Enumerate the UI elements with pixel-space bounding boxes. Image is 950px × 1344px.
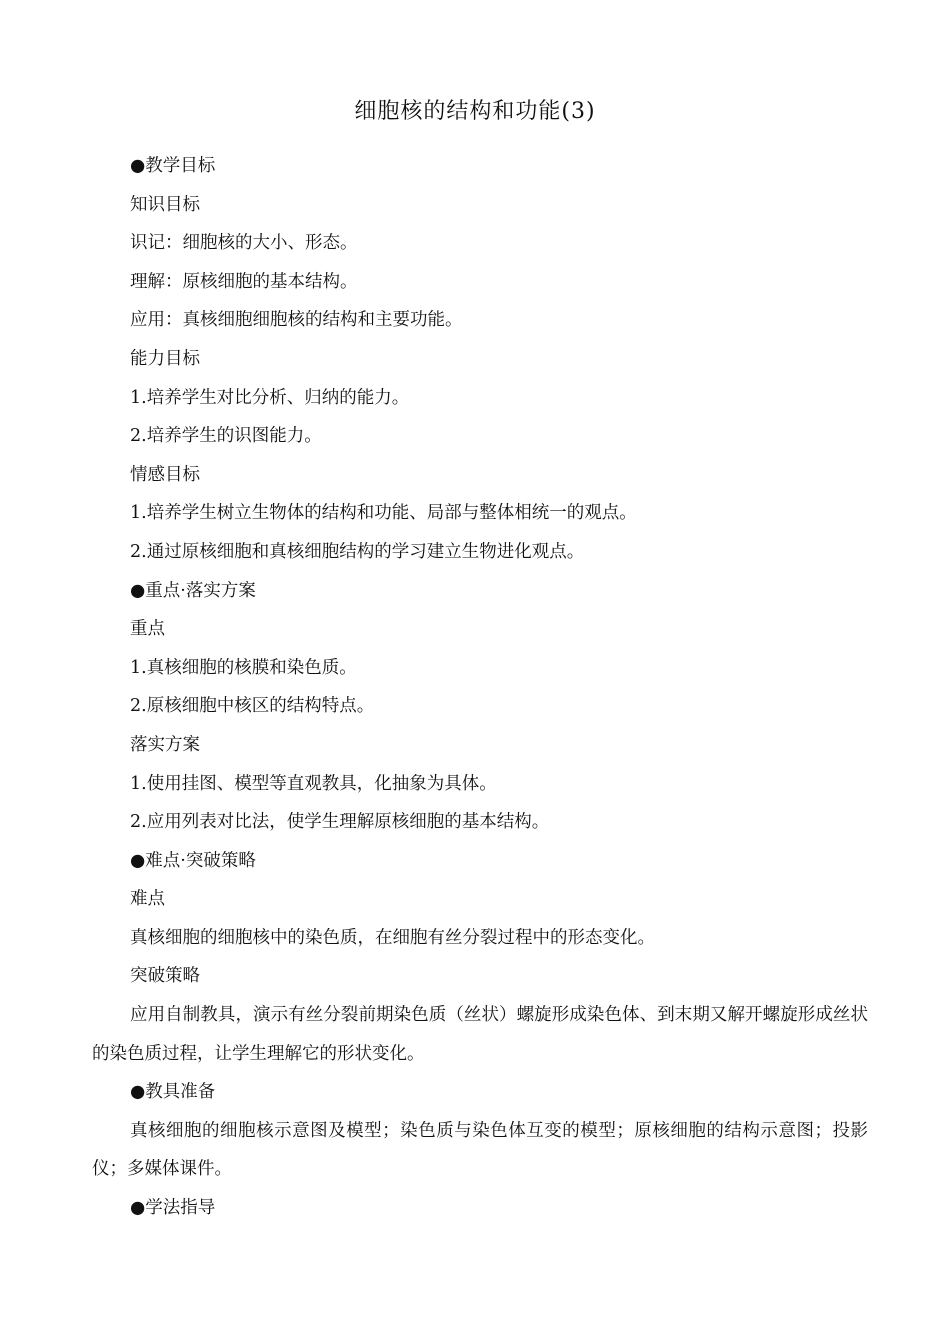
section-heading-teaching-goals: ●教学目标 (130, 156, 216, 176)
paragraph: 2.培养学生的识图能力。 (130, 426, 322, 447)
paragraph: 应用：真核细胞细胞核的结构和主要功能。 (130, 310, 463, 331)
subheading-knowledge-goals: 知识目标 (130, 194, 200, 215)
paragraph: 1.真核细胞的核膜和染色质。 (130, 657, 357, 678)
paragraph: 2.原核细胞中核区的结构特点。 (130, 696, 375, 717)
paragraph: 真核细胞的细胞核中的染色质，在细胞有丝分裂过程中的形态变化。 (130, 927, 655, 948)
section-heading-teaching-aids: ●教具准备 (130, 1082, 216, 1103)
subheading-emotional-goals: 情感目标 (130, 464, 200, 485)
paragraph: 识记：细胞核的大小、形态。 (130, 233, 358, 254)
paragraph: 2.通过原核细胞和真核细胞结构的学习建立生物进化观点。 (130, 541, 585, 562)
subheading-implementation-plan: 落实方案 (130, 734, 200, 755)
section-heading-study-guidance: ●学法指导 (130, 1198, 216, 1219)
subheading-ability-goals: 能力目标 (130, 348, 200, 369)
subheading-key-points: 重点 (130, 619, 165, 640)
paragraph: 应用自制教具，演示有丝分裂前期染色质（丝状）螺旋形成染色体、到末期又解开螺旋形成丝状的染色质过程，让学生理解它的形状变化。 (92, 1005, 868, 1064)
subheading-difficulties: 难点 (130, 889, 165, 910)
paragraph: 1.培养学生对比分析、归纳的能力。 (130, 387, 410, 408)
subheading-breakthrough-strategy: 突破策略 (130, 966, 200, 987)
paragraph: 真核细胞的细胞核示意图及模型；染色质与染色体互变的模型；原核细胞的结构示意图；投影仪；多媒体课件。 (92, 1120, 868, 1180)
paragraph: 1.培养学生树立生物体的结构和功能、局部与整体相统一的观点。 (130, 503, 637, 524)
paragraph: 2.应用列表对比法，使学生理解原核细胞的基本结构。 (130, 812, 550, 833)
paragraph: 理解：原核细胞的基本结构。 (130, 271, 358, 292)
paragraph: 1.使用挂图、模型等直观教具，化抽象为具体。 (130, 773, 497, 794)
section-heading-key-points: ●重点·落实方案 (130, 580, 256, 601)
document-body (92, 147, 868, 1228)
section-heading-difficulties: ●难点·突破策略 (130, 850, 256, 871)
document-title: 细胞核的结构和功能(3) (354, 99, 596, 124)
